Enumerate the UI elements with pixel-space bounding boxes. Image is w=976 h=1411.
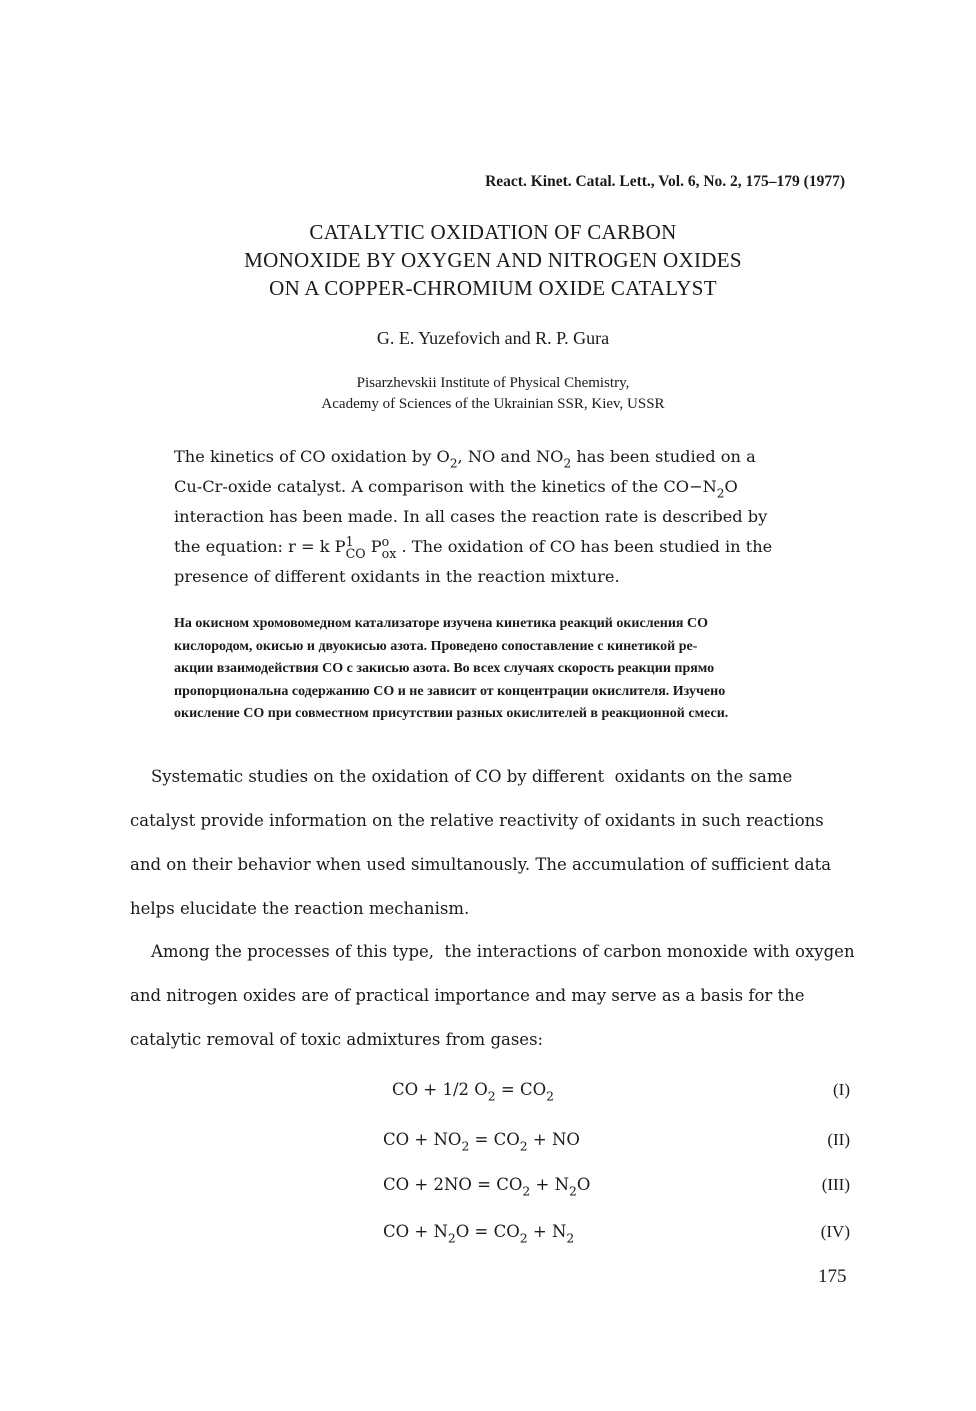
page-number: 175 xyxy=(818,1266,847,1287)
abstract-russian xyxy=(174,613,874,726)
abstract-line: presence of different oxidants in the reaction mixture. xyxy=(174,567,620,586)
paragraph-processes xyxy=(130,930,890,1062)
body-line: Systematic studies on the oxidation of CO by different oxidants on the same xyxy=(130,767,793,786)
equation: CO + 1/2 $O_2 = CO_2$ xyxy=(392,1080,555,1104)
equation: CO + $2NO = CO_2 + N_2O$ xyxy=(383,1175,591,1199)
text: the equation: r = k P xyxy=(174,537,346,556)
abstract-ru-line: акции взаимодействия СО с закисью азота. Во всех случаях скорость реакции прямо xyxy=(174,661,715,676)
text: The kinetics of CO oxidation by O xyxy=(174,447,450,466)
body-line: Among the processes of this type, the interactions of carbon monoxide with oxygen xyxy=(130,942,855,961)
abstract-ru-line: На окисном хромовомедном катализаторе изучена кинетика реакций окисления СО xyxy=(174,616,708,631)
journal-reference: React. Kinet. Catal. Lett., Vol. 6, No. 2, 175–179 (1977) xyxy=(485,173,845,190)
paragraph-intro xyxy=(130,755,890,931)
abstract-english xyxy=(174,442,834,592)
title-line: ON A COPPER-CHROMIUM OXIDE CATALYST xyxy=(269,276,717,300)
text: . The oxidation of CO has been studied in the xyxy=(396,537,773,556)
subscript: 2 xyxy=(563,456,572,471)
subscript: 2 xyxy=(716,486,725,501)
equation: CO + $NO_2 = CO_2$ + NO xyxy=(383,1130,580,1154)
superscript: 1 xyxy=(345,533,354,549)
title-line: CATALYTIC OXIDATION OF CARBON xyxy=(309,220,677,244)
abstract-ru-line: окисление СО при совместном присутствии разных окислителей в реакционной смеси. xyxy=(174,706,729,721)
paper-title xyxy=(0,218,976,302)
affiliation-line: Academy of Sciences of the Ukrainian SSR, Kiev, USSR xyxy=(321,396,665,412)
body-line: and on their behavior when used simultanously. The accumulation of sufficient data xyxy=(130,855,832,874)
subscript: ox xyxy=(381,545,397,561)
abstract-line: interaction has been made. In all cases the reaction rate is described by xyxy=(174,507,768,526)
abstract-line xyxy=(174,472,834,502)
affiliation-line: Pisarzhevskii Institute of Physical Chemistry, xyxy=(356,375,630,391)
abstract-ru-line: кислородом, окисью и двуокисью азота. Проведено сопоставление с кинетикой ре- xyxy=(174,638,698,654)
affiliation xyxy=(0,373,976,415)
equation-number: (II) xyxy=(827,1130,850,1149)
subscript: 2 xyxy=(449,456,458,471)
superscript: o xyxy=(381,533,390,549)
equation: CO + $N_2O = CO_2 + N_2$ xyxy=(383,1222,575,1246)
subscript: CO xyxy=(345,545,366,561)
title-line: MONOXIDE BY OXYGEN AND NITROGEN OXIDES xyxy=(244,248,742,272)
equation-number: (I) xyxy=(833,1080,850,1099)
equation-number: (III) xyxy=(821,1175,850,1194)
text: O xyxy=(724,477,738,496)
body-line: catalyst provide information on the relative reactivity of oxidants in such reactions xyxy=(130,811,824,830)
text: P xyxy=(365,537,382,556)
equation-number: (IV) xyxy=(820,1222,850,1241)
abstract-ru-line: пропорциональна содержанию СО и не зависит от концентрации окислителя. Изучено xyxy=(174,683,726,699)
text: Cu-Cr-oxide catalyst. A comparison with the kinetics of the CO−N xyxy=(174,477,717,496)
text: , NO and NO xyxy=(457,447,564,466)
abstract-line xyxy=(174,442,834,472)
abstract-line-equation xyxy=(174,532,834,562)
body-line: and nitrogen oxides are of practical importance and may serve as a basis for the xyxy=(130,986,805,1005)
text: has been studied on a xyxy=(571,447,756,466)
authors: G. E. Yuzefovich and R. P. Gura xyxy=(376,328,610,348)
body-line: helps elucidate the reaction mechanism. xyxy=(130,899,470,918)
body-line: catalytic removal of toxic admixtures from gases: xyxy=(130,1030,544,1049)
